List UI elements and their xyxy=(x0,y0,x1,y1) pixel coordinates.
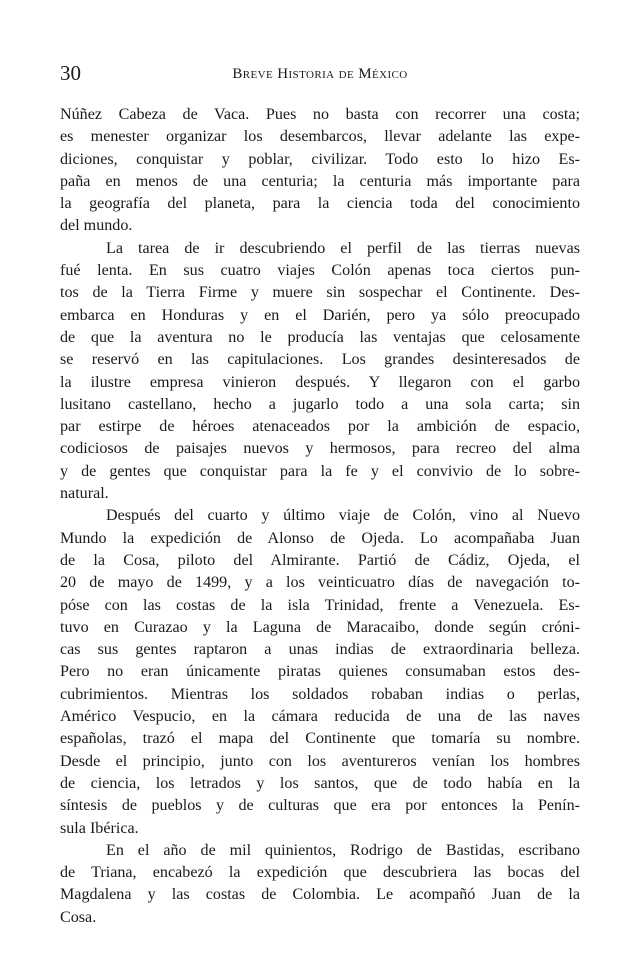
text-line: En el año de mil quinientos, Rodrigo de Bastidas, escribano xyxy=(106,841,580,859)
body-text xyxy=(60,104,580,929)
text-line: natural. xyxy=(60,485,109,503)
text-line: diciones, conquistar y poblar, civilizar. Todo esto lo hizo Es- xyxy=(60,150,580,168)
text-line: embarca en Honduras y en el Darién, pero ya sólo preocupado xyxy=(60,306,580,324)
paragraph xyxy=(60,238,580,506)
text-line: fué lenta. En sus cuatro viajes Colón apenas toca ciertos pun- xyxy=(60,262,580,280)
text-line: Américo Vespucio, en la cámara reducida de una de las naves xyxy=(60,708,580,726)
text-line: codiciosos de paisajes nuevos y hermosos, para recreo del alma xyxy=(60,440,580,458)
text-line: Después del cuarto y último viaje de Colón, vino al Nuevo xyxy=(106,507,580,525)
text-line: síntesis de pueblos y de culturas que era por entonces la Penín- xyxy=(60,797,580,815)
text-line: de la Cosa, piloto del Almirante. Partió de Cádiz, Ojeda, el xyxy=(60,551,580,569)
text-line: cubrimientos. Mientras los soldados robaban indias o perlas, xyxy=(60,685,580,703)
text-line: Pero no eran únicamente piratas quienes consumaban estos des- xyxy=(60,663,580,681)
text-line: del mundo. xyxy=(60,217,133,235)
text-line: Cosa. xyxy=(60,908,97,926)
text-line: póse con las costas de la isla Trinidad, frente a Venezuela. Es- xyxy=(60,596,580,614)
text-line: par estirpe de héroes atenaceados por la ambición de espacio, xyxy=(60,418,580,436)
page-header xyxy=(60,60,580,86)
text-line: tos de la Tierra Firme y muere sin sospechar el Continente. Des- xyxy=(60,284,580,302)
running-title: Breve Historia de México xyxy=(232,66,408,82)
text-line: de que la aventura no le producía las ventajas que celosamente xyxy=(60,328,580,346)
text-line: cas sus gentes raptaron a unas indias de extraordinaria belleza. xyxy=(60,641,580,659)
text-line: sula Ibérica. xyxy=(60,819,139,837)
text-line: españolas, trazó el mapa del Continente que tomaría su nombre. xyxy=(60,730,580,748)
text-line: la ilustre empresa vinieron después. Y llegaron con el garbo xyxy=(60,373,580,391)
text-line: 20 de mayo de 1499, y a los veinticuatro días de navegación to- xyxy=(60,574,580,592)
text-line: Mundo la expedición de Alonso de Ojeda. Lo acompañaba Juan xyxy=(60,529,580,547)
text-line: es menester organizar los desembarcos, llevar adelante las expe- xyxy=(60,128,580,146)
paragraph xyxy=(60,505,580,839)
paragraph xyxy=(60,840,580,929)
text-line: se reservó en las capitulaciones. Los grandes desinteresados de xyxy=(60,351,580,369)
text-line: Desde el principio, junto con los aventureros venían los hombres xyxy=(60,752,580,770)
text-line: La tarea de ir descubriendo el perfil de las tierras nuevas xyxy=(106,239,580,257)
text-line: lusitano castellano, hecho a jugarlo todo a una sola carta; sin xyxy=(60,395,580,413)
text-line: paña en menos de una centuria; la centuria más importante para xyxy=(60,172,580,190)
text-line: y de gentes que conquistar para la fe y el convivio de lo sobre- xyxy=(60,462,580,480)
text-line: de Triana, encabezó la expedición que descubriera las bocas del xyxy=(60,864,580,882)
page-number: 30 xyxy=(60,61,81,85)
text-line: Núñez Cabeza de Vaca. Pues no basta con recorrer una costa; xyxy=(60,106,580,123)
text-line: la geografía del planeta, para la ciencia toda del conocimiento xyxy=(60,195,580,213)
text-line: Magdalena y las costas de Colombia. Le acompañó Juan de la xyxy=(60,886,580,904)
text-line: tuvo en Curazao y la Laguna de Maracaibo, donde según cróni- xyxy=(60,618,580,636)
paragraph xyxy=(60,104,580,238)
text-line: de ciencia, los letrados y los santos, que de todo había en la xyxy=(60,774,580,792)
